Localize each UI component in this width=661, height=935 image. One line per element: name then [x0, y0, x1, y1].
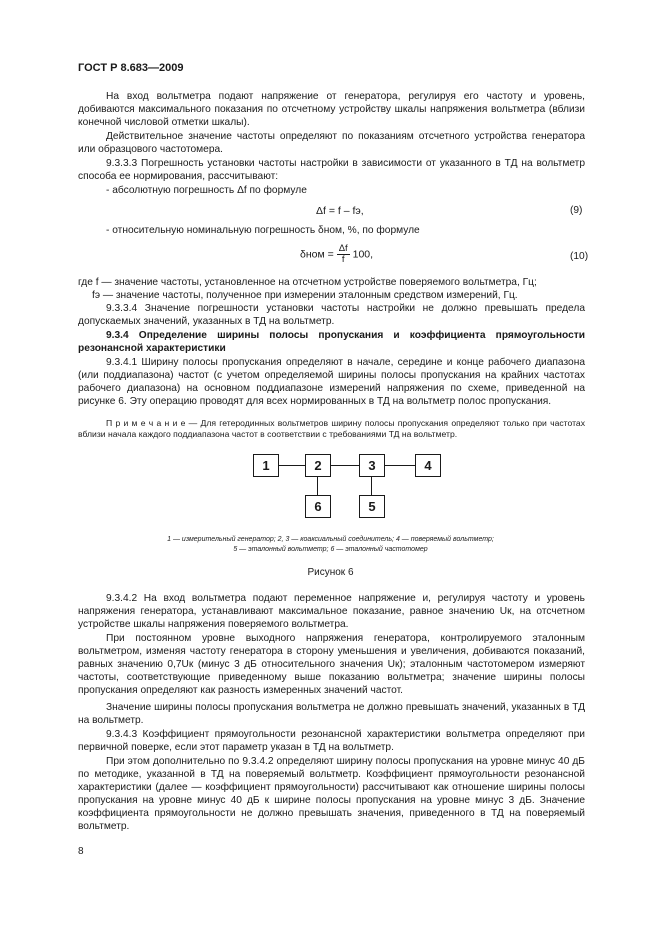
paragraph-9-3-3-3: 9.3.3.3 Погрешность установки частоты настройки в зависимости от указанного в ТД на вольтметр способа ее нормирования, рассчитывают:: [78, 158, 585, 182]
formula-10-fraction: [337, 244, 350, 265]
connector-3-4: [385, 465, 415, 466]
formula-10-rhs: 100,: [352, 248, 374, 261]
paragraph-2: Действительное значение частоты определяют по показаниям отсчетного устройства генератора или образцового частотомера.: [78, 131, 585, 155]
block-4-voltmeter: 4: [415, 454, 441, 477]
formula-10: [300, 244, 373, 265]
formula-9: Δf = f – fэ,: [316, 205, 364, 217]
formula-10-denominator: f: [341, 254, 345, 265]
figure-legend-line-2: 5 — эталонный вольтметр; 6 — эталонный частотомер: [233, 546, 428, 553]
paragraph-9-3-4-3: 9.3.4.3 Коэффициент прямоугольности резонансной характеристики вольтметра определяют при первичной поверке, если этот параметр указан в ТД на вольтметр.: [78, 729, 585, 753]
block-3-connector: 3: [359, 454, 385, 477]
block-6-frequency-meter: 6: [305, 495, 331, 518]
paragraph-9-3-4-1: 9.3.4.1 Ширину полосы пропускания определяют в начале, середине и конце рабочего диапазона (или поддиапазона) частот (с учетом определяемой ширины полосы пропускания на крайних частотах рабочего диапазона) на основном поддиапазоне измерений напряжения по схеме, приведенной на рисунке 6. Эту операцию проводят для всех нормированных в ТД на вольтметр полос пропускания.: [78, 357, 585, 407]
note: П р и м е ч а н и е — Для гетеродинных вольтметров ширину полосы пропускания определяют только при частотах вблизи начала каждого поддиапазона частот в соответствии с требованиями ТД на вольтметр.: [78, 418, 585, 439]
figure-legend-line-1: 1 — измерительный генератор; 2, 3 — коаксиальный соединитель; 4 — поверяемый вольтметр;: [167, 536, 494, 543]
paragraph-measurement: При постоянном уровне выходного напряжения генератора, контролируемого эталонным вольтметром, изменяя частоту генератора в сторону уменьшения и увеличения, добиваются показаний, равных значению 0,7Uк (минус 3 дБ относительного значения Uк); эталонным частотомером измеряют частоты, соответствующие приведенному выше показанию вольтметра; значение ширины полосы пропускания определяют как разность измеренных значений частот.: [78, 633, 585, 696]
paragraph-shape-factor: При этом дополнительно по 9.3.4.2 определяют ширину полосы пропускания на уровне минус 40 дБ по методике, указанной в ТД на поверяемый вольтметр. Коэффициент прямоугольности резонансной характеристики (далее — коэффициент прямоугольности) рассчитывают как отношение ширины полосы пропускания на уровне минус 40 дБ к ширине полосы пропускания на уровне минус 3 дБ. Значение коэффициента прямоугольности не должно превышать значения, приведенного в ТД на поверяемый вольтметр.: [78, 756, 585, 832]
page-header: ГОСТ Р 8.683—2009: [78, 62, 184, 74]
where-f: где f — значение частоты, установленное на отсчетном устройстве поверяемого вольтметра, Гц;: [78, 277, 537, 288]
connector-2-6: [317, 476, 318, 495]
block-2-connector: 2: [305, 454, 331, 477]
connector-2-3: [331, 465, 359, 466]
section-heading-9-3-4: 9.3.4 Определение ширины полосы пропускания и коэффициента прямоугольности резонансной характеристики: [78, 330, 585, 354]
absolute-error-label: - абсолютную погрешность Δf по формуле: [106, 185, 307, 196]
paragraph-9-3-4-2: 9.3.4.2 На вход вольтметра подают переменное напряжение и, регулируя частоту и уровень напряжения генератора, устанавливают максимальное показание, равное значению Uк, на отсчетном устройстве шкалы напряжения поверяемого вольтметра.: [78, 593, 585, 630]
block-1-generator: 1: [253, 454, 279, 477]
connector-1-2: [279, 465, 305, 466]
formula-10-numerator: Δf: [338, 243, 348, 254]
equation-number-10: (10): [570, 251, 589, 262]
page-number: 8: [78, 846, 84, 857]
paragraph-1: На вход вольтметра подают напряжение от генератора, регулируя его частоту и уровень, добиваются максимального показания по отсчетному устройству шкалы напряжения вольтметра (вблизи конечной числовой отметки шкалы).: [78, 91, 585, 128]
paragraph-bandwidth-limit: Значение ширины полосы пропускания вольтметра не должно превышать значений, указанных в ТД на вольтметр.: [78, 702, 585, 726]
equation-number-9: (9): [570, 205, 583, 216]
figure-6-diagram: [0, 450, 661, 525]
connector-3-5: [371, 476, 372, 495]
figure-caption: Рисунок 6: [307, 567, 354, 578]
formula-10-lhs: δном =: [300, 248, 334, 261]
paragraph-9-3-3-4: 9.3.3.4 Значение погрешности установки частоты настройки не должно превышать предела допускаемых значений, указанных в ТД на вольтметр.: [78, 303, 585, 327]
block-5-reference-voltmeter: 5: [359, 495, 385, 518]
relative-error-label: - относительную номинальную погрешность δном, %, по формуле: [106, 225, 420, 236]
where-f-ref: fэ — значение частоты, полученное при измерении эталонным средством измерений, Гц.: [92, 290, 518, 301]
